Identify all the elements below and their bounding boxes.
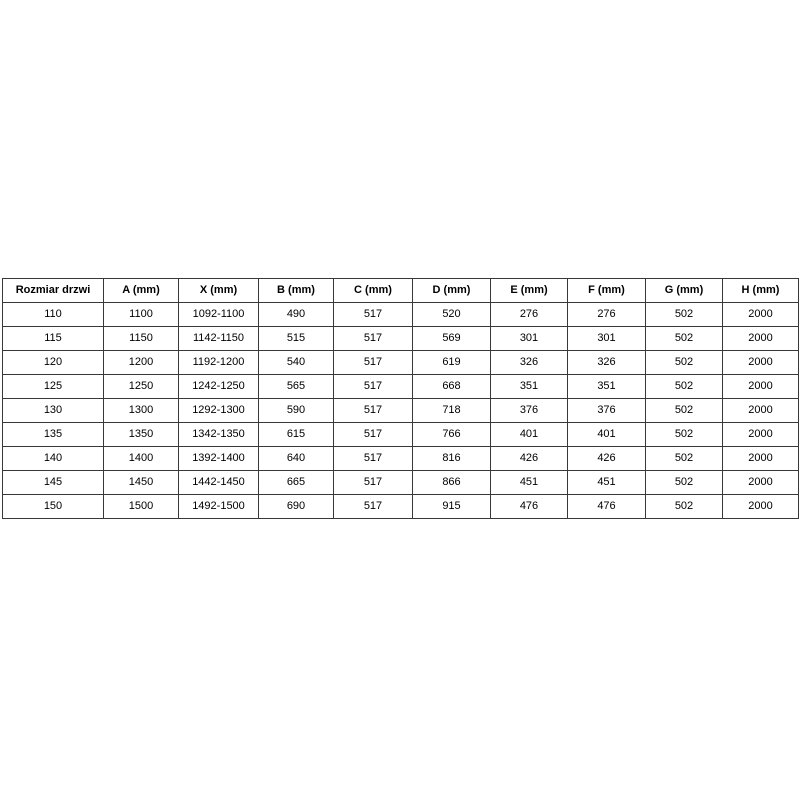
table-cell: 517 <box>334 327 413 351</box>
table-cell: 502 <box>646 495 723 519</box>
table-cell: 517 <box>334 375 413 399</box>
table-cell: 401 <box>491 423 568 447</box>
table-row <box>3 375 799 399</box>
table-cell: 517 <box>334 423 413 447</box>
table-row <box>3 399 799 423</box>
table-cell: 517 <box>334 303 413 327</box>
table-cell: 1142-1150 <box>179 327 259 351</box>
table-cell: 326 <box>491 351 568 375</box>
table-cell: 351 <box>568 375 646 399</box>
table-cell: 1442-1450 <box>179 471 259 495</box>
table-cell: 569 <box>413 327 491 351</box>
table-head <box>3 279 799 303</box>
door-size-spec-table <box>2 278 799 519</box>
table-cell: 451 <box>491 471 568 495</box>
table-cell: 517 <box>334 471 413 495</box>
table-cell: 2000 <box>723 375 799 399</box>
table-cell: 2000 <box>723 495 799 519</box>
column-header: C (mm) <box>334 279 413 303</box>
table-row <box>3 423 799 447</box>
table-cell: 866 <box>413 471 491 495</box>
table-cell: 140 <box>3 447 104 471</box>
table-row <box>3 495 799 519</box>
table-cell: 150 <box>3 495 104 519</box>
column-header: X (mm) <box>179 279 259 303</box>
table-cell: 1300 <box>104 399 179 423</box>
table-cell: 2000 <box>723 399 799 423</box>
table-cell: 476 <box>491 495 568 519</box>
table-cell: 502 <box>646 423 723 447</box>
table-row <box>3 327 799 351</box>
table-cell: 1092-1100 <box>179 303 259 327</box>
table-cell: 517 <box>334 495 413 519</box>
table-cell: 401 <box>568 423 646 447</box>
table-cell: 2000 <box>723 303 799 327</box>
table-cell: 301 <box>568 327 646 351</box>
table-cell: 2000 <box>723 423 799 447</box>
table-cell: 301 <box>491 327 568 351</box>
table-cell: 502 <box>646 399 723 423</box>
table-cell: 502 <box>646 351 723 375</box>
table-cell: 110 <box>3 303 104 327</box>
table-cell: 1242-1250 <box>179 375 259 399</box>
table-cell: 502 <box>646 471 723 495</box>
column-header: F (mm) <box>568 279 646 303</box>
column-header: B (mm) <box>259 279 334 303</box>
table-cell: 376 <box>568 399 646 423</box>
table-body <box>3 303 799 519</box>
column-header: G (mm) <box>646 279 723 303</box>
table-cell: 515 <box>259 327 334 351</box>
table-cell: 1342-1350 <box>179 423 259 447</box>
table-cell: 1192-1200 <box>179 351 259 375</box>
table-cell: 502 <box>646 327 723 351</box>
table-cell: 115 <box>3 327 104 351</box>
table-cell: 1400 <box>104 447 179 471</box>
table-cell: 1200 <box>104 351 179 375</box>
table-cell: 426 <box>491 447 568 471</box>
table-cell: 351 <box>491 375 568 399</box>
table-cell: 502 <box>646 447 723 471</box>
table-cell: 540 <box>259 351 334 375</box>
column-header: D (mm) <box>413 279 491 303</box>
table-cell: 1292-1300 <box>179 399 259 423</box>
table-cell: 615 <box>259 423 334 447</box>
table-cell: 766 <box>413 423 491 447</box>
table-cell: 145 <box>3 471 104 495</box>
table-header-row <box>3 279 799 303</box>
table-cell: 816 <box>413 447 491 471</box>
table-cell: 130 <box>3 399 104 423</box>
table-cell: 120 <box>3 351 104 375</box>
table-cell: 718 <box>413 399 491 423</box>
table-cell: 476 <box>568 495 646 519</box>
table-cell: 2000 <box>723 351 799 375</box>
table-cell: 276 <box>491 303 568 327</box>
table-cell: 665 <box>259 471 334 495</box>
table-cell: 668 <box>413 375 491 399</box>
table-cell: 640 <box>259 447 334 471</box>
table-cell: 1492-1500 <box>179 495 259 519</box>
column-header: Rozmiar drzwi <box>3 279 104 303</box>
table-cell: 517 <box>334 399 413 423</box>
table-cell: 2000 <box>723 471 799 495</box>
table-cell: 915 <box>413 495 491 519</box>
table-cell: 1150 <box>104 327 179 351</box>
table-cell: 502 <box>646 303 723 327</box>
table-row <box>3 471 799 495</box>
table-cell: 376 <box>491 399 568 423</box>
table-cell: 2000 <box>723 447 799 471</box>
table-cell: 1250 <box>104 375 179 399</box>
column-header: H (mm) <box>723 279 799 303</box>
table-cell: 1350 <box>104 423 179 447</box>
column-header: A (mm) <box>104 279 179 303</box>
table-cell: 517 <box>334 447 413 471</box>
table-cell: 490 <box>259 303 334 327</box>
table-cell: 125 <box>3 375 104 399</box>
table-cell: 502 <box>646 375 723 399</box>
table-cell: 517 <box>334 351 413 375</box>
table-cell: 135 <box>3 423 104 447</box>
table-cell: 426 <box>568 447 646 471</box>
table-cell: 1392-1400 <box>179 447 259 471</box>
table-cell: 590 <box>259 399 334 423</box>
table-cell: 451 <box>568 471 646 495</box>
table-cell: 2000 <box>723 327 799 351</box>
table-cell: 1100 <box>104 303 179 327</box>
table-row <box>3 351 799 375</box>
table-row <box>3 303 799 327</box>
table-cell: 520 <box>413 303 491 327</box>
column-header: E (mm) <box>491 279 568 303</box>
table-cell: 619 <box>413 351 491 375</box>
table-cell: 1500 <box>104 495 179 519</box>
table-cell: 276 <box>568 303 646 327</box>
table-cell: 690 <box>259 495 334 519</box>
table-cell: 326 <box>568 351 646 375</box>
table-row <box>3 447 799 471</box>
table-cell: 1450 <box>104 471 179 495</box>
table-cell: 565 <box>259 375 334 399</box>
